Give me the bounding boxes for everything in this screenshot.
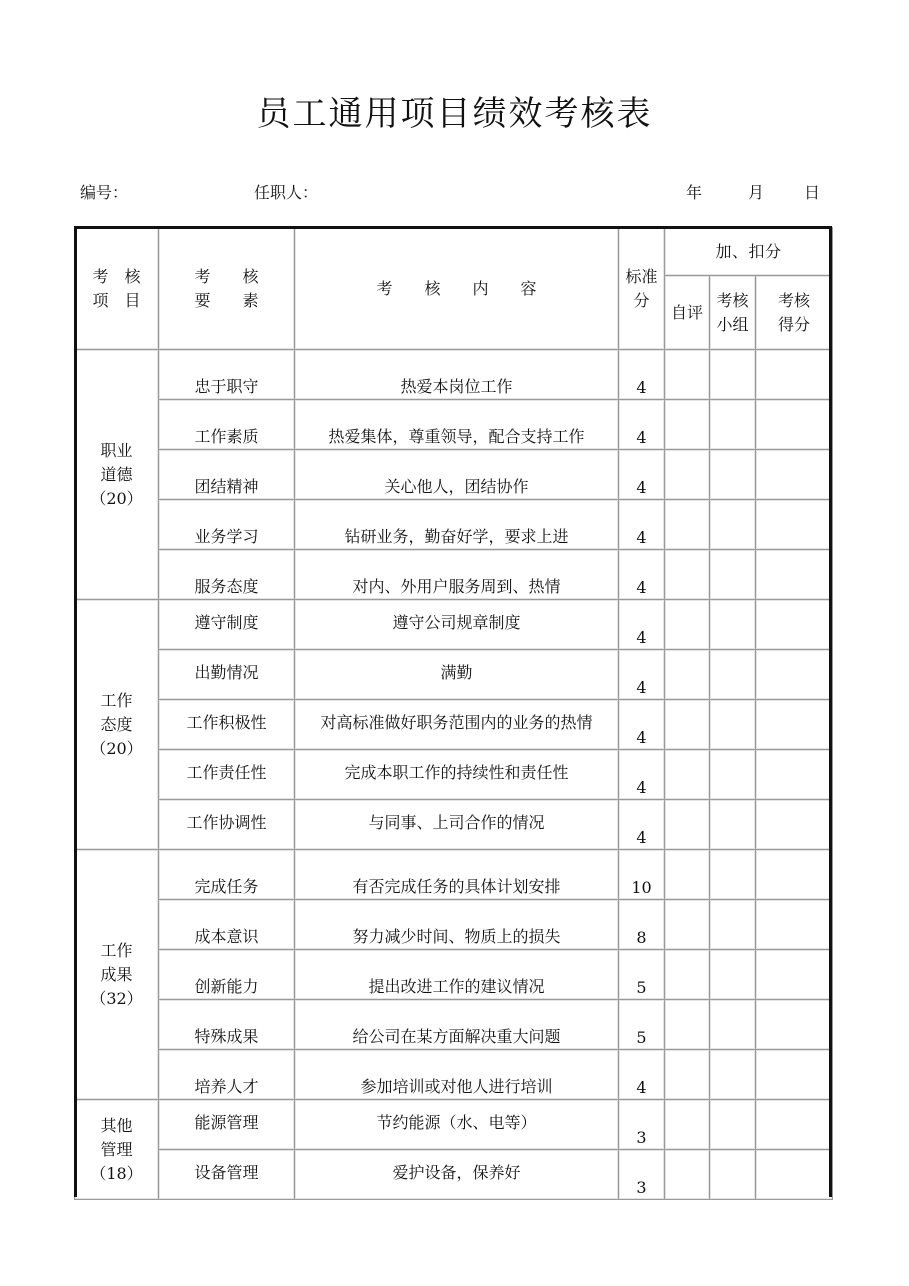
final-score-cell[interactable]	[756, 850, 833, 900]
final-score-cell[interactable]	[756, 650, 833, 700]
self-eval-cell[interactable]	[665, 600, 710, 650]
table-row	[75, 900, 833, 950]
year-label: 年	[686, 183, 703, 202]
review-group-cell[interactable]	[710, 1000, 756, 1050]
standard-score-cell: 4	[619, 650, 665, 700]
review-group-cell[interactable]	[710, 1150, 756, 1200]
element-cell: 设备管理	[159, 1150, 295, 1200]
table-row	[75, 1100, 833, 1150]
table-row	[75, 700, 833, 750]
final-score-cell[interactable]	[756, 700, 833, 750]
element-cell: 工作责任性	[159, 750, 295, 800]
self-eval-cell[interactable]	[665, 400, 710, 450]
table-row	[75, 850, 833, 900]
table-row	[75, 350, 833, 400]
content-cell: 努力减少时间、物质上的损失	[295, 900, 619, 950]
content-cell: 遵守公司规章制度	[295, 600, 619, 650]
content-cell: 有否完成任务的具体计划安排	[295, 850, 619, 900]
day-label: 日	[804, 183, 821, 202]
review-group-cell[interactable]	[710, 500, 756, 550]
final-score-cell[interactable]	[756, 550, 833, 600]
self-eval-cell[interactable]	[665, 950, 710, 1000]
self-eval-cell[interactable]	[665, 450, 710, 500]
element-cell: 遵守制度	[159, 600, 295, 650]
content-cell: 对内、外用户服务周到、热情	[295, 550, 619, 600]
page-title: 员工通用项目绩效考核表	[256, 94, 653, 134]
review-group-cell[interactable]	[710, 1050, 756, 1100]
standard-score-cell: 4	[619, 600, 665, 650]
standard-score-cell: 4	[619, 450, 665, 500]
category-cell: 其他 管理 （18）	[75, 1100, 159, 1200]
final-score-cell[interactable]	[756, 800, 833, 850]
table-row	[75, 500, 833, 550]
review-group-cell[interactable]	[710, 600, 756, 650]
table-row	[75, 750, 833, 800]
evaluation-table	[74, 227, 833, 1200]
standard-score-cell: 3	[619, 1150, 665, 1200]
final-score-cell[interactable]	[756, 900, 833, 950]
review-group-cell[interactable]	[710, 650, 756, 700]
content-cell: 满勤	[295, 650, 619, 700]
self-eval-cell[interactable]	[665, 1000, 710, 1050]
content-cell: 对高标准做好职务范围内的业务的热情	[295, 700, 619, 750]
content-cell: 钻研业务，勤奋好学，要求上进	[295, 500, 619, 550]
content-cell: 参加培训或对他人进行培训	[295, 1050, 619, 1100]
content-cell: 关心他人，团结协作	[295, 450, 619, 500]
table-frame-top	[74, 226, 832, 229]
table-row	[75, 950, 833, 1000]
content-cell: 给公司在某方面解决重大问题	[295, 1000, 619, 1050]
element-cell: 工作积极性	[159, 700, 295, 750]
element-cell: 培养人才	[159, 1050, 295, 1100]
header-content: 考 核 内 容	[295, 228, 619, 350]
header-review-group: 考核 小组	[710, 276, 756, 350]
final-score-cell[interactable]	[756, 750, 833, 800]
table-row	[75, 600, 833, 650]
self-eval-cell[interactable]	[665, 1150, 710, 1200]
category-cell: 工作 成果 （32）	[75, 850, 159, 1100]
final-score-cell[interactable]	[756, 350, 833, 400]
self-eval-cell[interactable]	[665, 500, 710, 550]
content-cell: 节约能源（水、电等）	[295, 1100, 619, 1150]
header-adjust-score: 加、扣分	[665, 228, 833, 276]
header-self-eval: 自评	[665, 276, 710, 350]
review-group-cell[interactable]	[710, 750, 756, 800]
review-group-cell[interactable]	[710, 350, 756, 400]
table-row	[75, 1050, 833, 1100]
content-cell: 提出改进工作的建议情况	[295, 950, 619, 1000]
standard-score-cell: 4	[619, 750, 665, 800]
element-cell: 工作协调性	[159, 800, 295, 850]
review-group-cell[interactable]	[710, 550, 756, 600]
review-group-cell[interactable]	[710, 450, 756, 500]
number-label: 编号：	[80, 183, 129, 202]
element-cell: 服务态度	[159, 550, 295, 600]
review-group-cell[interactable]	[710, 900, 756, 950]
standard-score-cell: 8	[619, 900, 665, 950]
element-cell: 团结精神	[159, 450, 295, 500]
table-frame-right	[829, 227, 832, 1197]
table-row	[75, 400, 833, 450]
table-row	[75, 550, 833, 600]
final-score-cell[interactable]	[756, 450, 833, 500]
final-score-cell[interactable]	[756, 600, 833, 650]
standard-score-cell: 4	[619, 550, 665, 600]
final-score-cell[interactable]	[756, 1050, 833, 1100]
standard-score-cell: 4	[619, 700, 665, 750]
month-label: 月	[748, 183, 765, 202]
review-group-cell[interactable]	[710, 400, 756, 450]
self-eval-cell[interactable]	[665, 350, 710, 400]
content-cell: 完成本职工作的持续性和责任性	[295, 750, 619, 800]
final-score-cell[interactable]	[756, 1150, 833, 1200]
header-standard-score: 标准 分	[619, 228, 665, 350]
standard-score-cell: 5	[619, 950, 665, 1000]
review-group-cell[interactable]	[710, 950, 756, 1000]
self-eval-cell[interactable]	[665, 900, 710, 950]
content-cell: 热爱集体，尊重领导，配合支持工作	[295, 400, 619, 450]
final-score-cell[interactable]	[756, 1100, 833, 1150]
table-row	[75, 800, 833, 850]
element-cell: 工作素质	[159, 400, 295, 450]
standard-score-cell: 4	[619, 1050, 665, 1100]
element-cell: 特殊成果	[159, 1000, 295, 1050]
self-eval-cell[interactable]	[665, 800, 710, 850]
element-cell: 能源管理	[159, 1100, 295, 1150]
self-eval-cell[interactable]	[665, 850, 710, 900]
final-score-cell[interactable]	[756, 950, 833, 1000]
header-element: 考 核 要 素	[159, 228, 295, 350]
category-cell: 工作 态度 （20）	[75, 600, 159, 850]
standard-score-cell: 10	[619, 850, 665, 900]
table-row	[75, 1000, 833, 1050]
content-cell: 热爱本岗位工作	[295, 350, 619, 400]
table-row	[75, 1150, 833, 1200]
element-cell: 业务学习	[159, 500, 295, 550]
review-group-cell[interactable]	[710, 700, 756, 750]
self-eval-cell[interactable]	[665, 550, 710, 600]
table-row	[75, 650, 833, 700]
standard-score-cell: 4	[619, 500, 665, 550]
header-item: 考 核 项 目	[75, 228, 159, 350]
final-score-cell[interactable]	[756, 500, 833, 550]
standard-score-cell: 3	[619, 1100, 665, 1150]
self-eval-cell[interactable]	[665, 750, 710, 800]
self-eval-cell[interactable]	[665, 1100, 710, 1150]
element-cell: 成本意识	[159, 900, 295, 950]
self-eval-cell[interactable]	[665, 1050, 710, 1100]
standard-score-cell: 4	[619, 350, 665, 400]
category-cell: 职业 道德 （20）	[75, 350, 159, 600]
header-final-score: 考核 得分	[756, 276, 833, 350]
review-group-cell[interactable]	[710, 850, 756, 900]
standard-score-cell: 4	[619, 400, 665, 450]
final-score-cell[interactable]	[756, 400, 833, 450]
content-cell: 爱护设备，保养好	[295, 1150, 619, 1200]
review-group-cell[interactable]	[710, 800, 756, 850]
final-score-cell[interactable]	[756, 1000, 833, 1050]
standard-score-cell: 5	[619, 1000, 665, 1050]
holder-label: 任职人：	[254, 183, 319, 202]
self-eval-cell[interactable]	[665, 650, 710, 700]
element-cell: 完成任务	[159, 850, 295, 900]
table-row	[75, 450, 833, 500]
self-eval-cell[interactable]	[665, 700, 710, 750]
review-group-cell[interactable]	[710, 1100, 756, 1150]
element-cell: 出勤情况	[159, 650, 295, 700]
element-cell: 创新能力	[159, 950, 295, 1000]
standard-score-cell: 4	[619, 800, 665, 850]
content-cell: 与同事、上司合作的情况	[295, 800, 619, 850]
table-frame-left	[74, 227, 77, 1197]
element-cell: 忠于职守	[159, 350, 295, 400]
